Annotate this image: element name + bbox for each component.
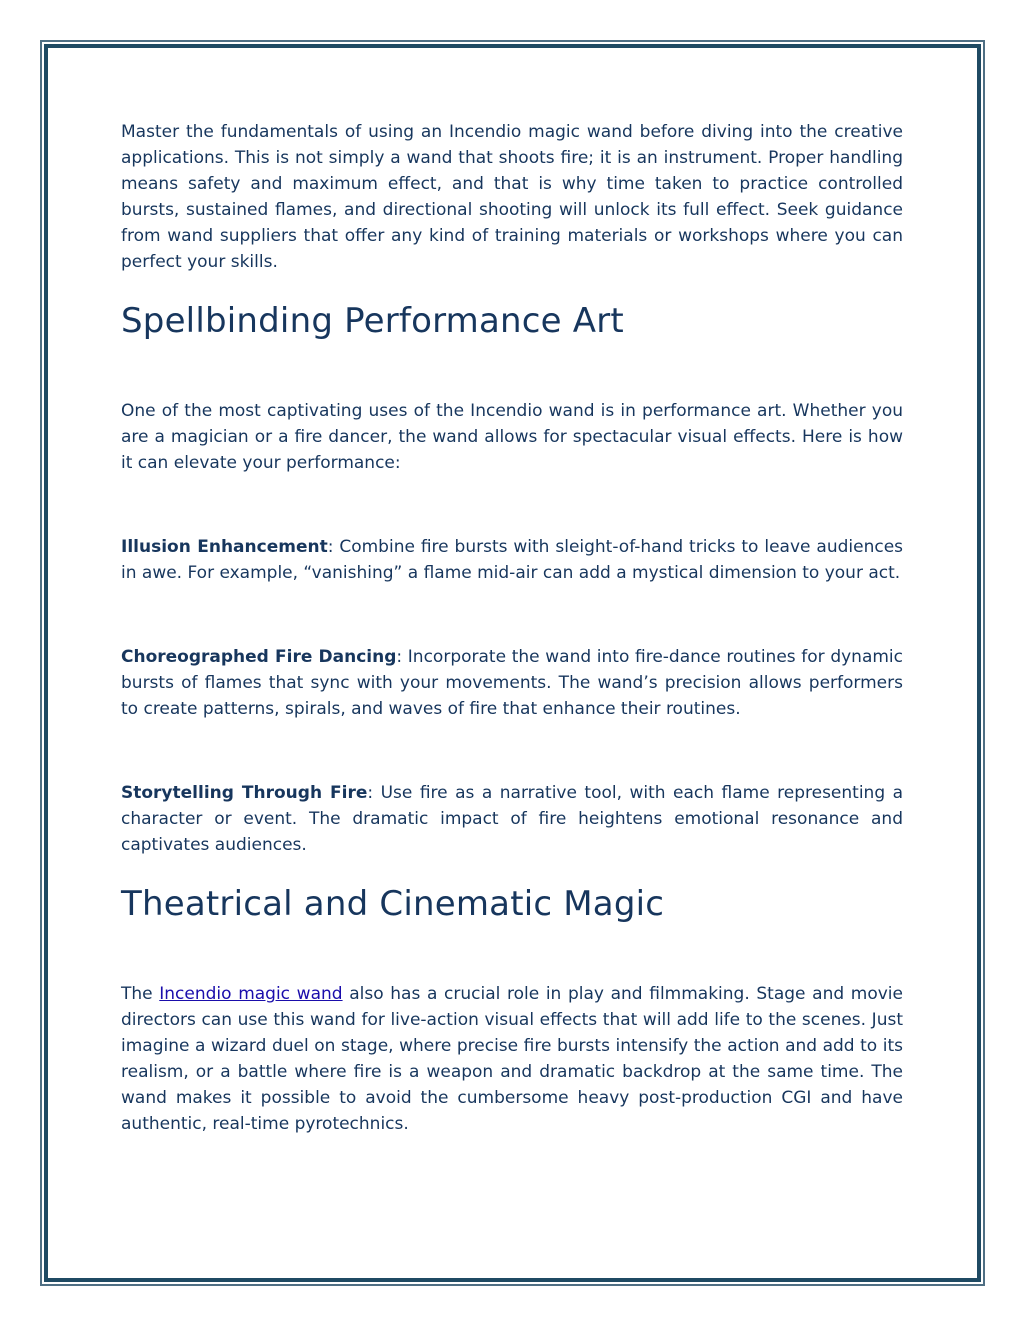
incendio-magic-wand-link[interactable]: Incendio magic wand — [159, 984, 343, 1004]
desc-choreographed-fire-dancing: : Incorporate the wand into fire-dance routines for dynamic bursts of flames that sync with your movements. The wand’s precision allows performers to create patterns, spirals, and waves of fire that enhance their routines. — [121, 647, 903, 719]
document-body — [121, 119, 903, 1137]
list-item-storytelling-through-fire — [121, 780, 903, 858]
intro-paragraph: Master the fundamentals of using an Incendio magic wand before diving into the creative applications. This is not simply a wand that shoots fire; it is an instrument. Proper handling means safety and maximum effect, and that is why time taken to practice controlled bursts, sustained flames, and directional shooting will unlock its full effect. Seek guidance from wand suppliers that offer any kind of training materials or workshops where you can perfect your skills. — [121, 122, 903, 272]
term-storytelling-through-fire: Storytelling Through Fire — [121, 783, 368, 803]
theatrical-cinematic-paragraph — [121, 981, 903, 1137]
theatrical-body-suffix: also has a crucial role in play and filmmaking. Stage and movie directors can use this wand for live-action visual effects that will add life to the scenes. Just imagine a wizard duel on stage, where precise fire bursts intensify the action and add to its realism, or a battle where fire is a weapon and dramatic backdrop at the same time. The wand makes it possible to avoid the cumbersome heavy post-production CGI and have authentic, real-time pyrotechnics. — [121, 984, 903, 1134]
section-heading-theatrical-cinematic: Theatrical and Cinematic Magic — [121, 884, 665, 924]
list-item-choreographed-fire-dancing — [121, 644, 903, 722]
section-heading-performance-art: Spellbinding Performance Art — [121, 301, 624, 341]
performance-art-intro: One of the most captivating uses of the Incendio wand is in performance art. Whether you are a magician or a fire dancer, the wand allows for spectacular visual effects. Here is how it can elevate your performance: — [121, 401, 903, 473]
term-illusion-enhancement: Illusion Enhancement — [121, 537, 328, 557]
desc-storytelling-through-fire: : Use fire as a narrative tool, with each flame representing a character or event. The dramatic impact of fire heightens emotional resonance and captivates audiences. — [121, 783, 904, 855]
list-item-illusion-enhancement — [121, 534, 903, 586]
term-choreographed-fire-dancing: Choreographed Fire Dancing — [121, 647, 397, 667]
theatrical-body-prefix: The — [121, 984, 160, 1004]
desc-illusion-enhancement: : Combine fire bursts with sleight-of-hand tricks to leave audiences in awe. For example, “vanishing” a flame mid-air can add a mystical dimension to your act. — [121, 537, 904, 583]
